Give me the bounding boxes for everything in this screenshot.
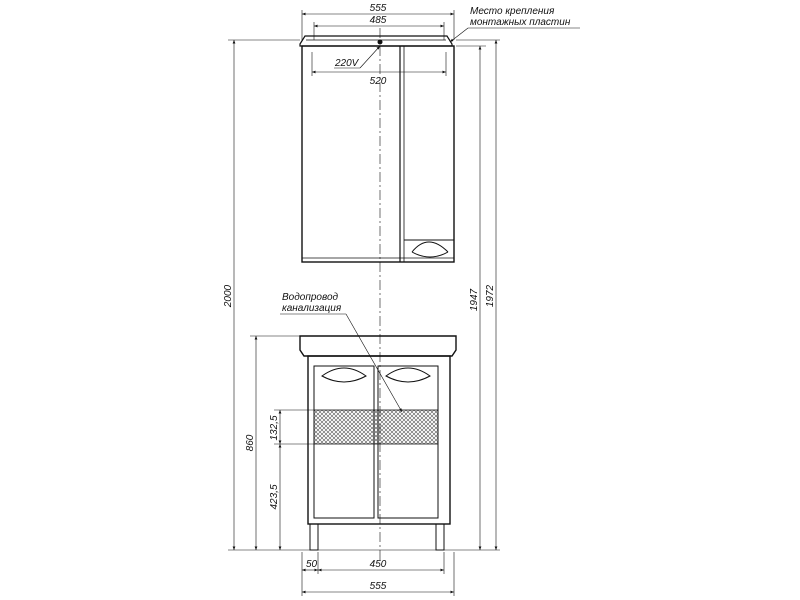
mirror-shelf-curve <box>412 242 448 252</box>
left-leg <box>310 524 318 550</box>
vanity-cabinet <box>300 336 456 550</box>
dim-mount-height: 1972 <box>485 284 496 308</box>
right-leg <box>436 524 444 550</box>
dim-mirror-width-mount: 520 <box>369 76 387 87</box>
pipe-zone-hatch <box>314 410 438 444</box>
voltage-label: 220V <box>335 58 359 69</box>
dim-total-height: 2000 <box>223 284 234 308</box>
dim-base-total-width: 555 <box>369 581 387 592</box>
dim-base-inner-width: 450 <box>369 559 387 570</box>
dim-mirror-top-height: 1947 <box>469 288 480 312</box>
dim-leg-offset: 50 <box>306 559 318 570</box>
left-handle-curve <box>322 368 366 382</box>
basin-top-outline <box>300 336 456 356</box>
dim-mirror-width-total: 555 <box>369 3 387 14</box>
right-dimensions <box>456 40 500 550</box>
voltage-leader <box>360 46 380 68</box>
mounting-note-line1: Место крепления <box>470 6 555 17</box>
mirror-shelf-curve-lower <box>412 252 448 257</box>
mirror-cabinet <box>300 36 454 262</box>
dim-pipe-zone-offset: 423,5 <box>269 484 280 510</box>
plumbing-note <box>280 292 402 412</box>
mounting-strip-outline <box>300 36 452 46</box>
top-dimensions <box>302 3 454 87</box>
mounting-note <box>450 6 580 42</box>
dim-cabinet-height: 860 <box>245 434 256 452</box>
dim-mirror-width-inner: 485 <box>369 15 387 26</box>
dim-pipe-zone-height: 132,5 <box>269 415 280 441</box>
plumbing-note-line1: Водопровод <box>282 292 339 303</box>
plumbing-note-line2: канализация <box>282 303 342 314</box>
bottom-dimensions <box>302 552 454 596</box>
mounting-note-line2: монтажных пластин <box>470 17 571 28</box>
right-handle-curve <box>386 368 430 382</box>
